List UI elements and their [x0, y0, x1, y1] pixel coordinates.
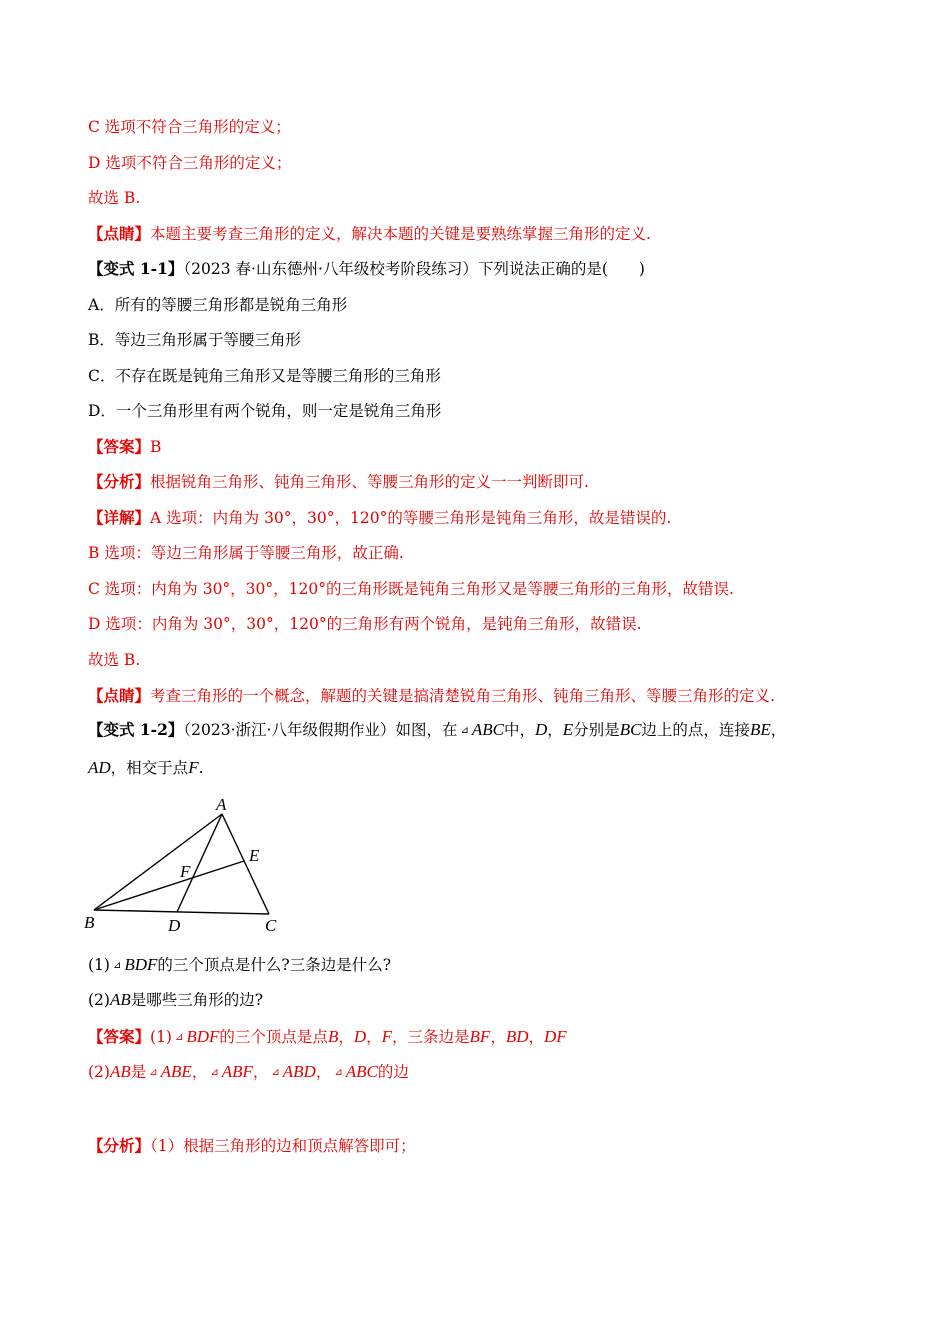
math: ABF: [221, 1062, 253, 1081]
tag: 【答案】: [88, 437, 151, 456]
math: BE: [749, 720, 771, 739]
text: 是: [130, 1063, 147, 1081]
tag: 【详解】: [88, 508, 151, 527]
question-line: [88, 758, 204, 778]
math: ABD: [282, 1062, 316, 1081]
text: (2): [88, 991, 110, 1009]
text: ，: [547, 721, 563, 739]
text: (2): [88, 1063, 110, 1081]
tag: 【答案】: [88, 1027, 151, 1046]
text: 分别是: [573, 721, 620, 739]
text: ，三条边是: [392, 1028, 470, 1046]
math: BDF: [186, 1027, 220, 1046]
tag: 【分析】: [88, 1136, 151, 1155]
comment-line: [88, 686, 775, 706]
text: ，: [252, 1063, 269, 1081]
label-d: D: [168, 916, 181, 935]
text: (1): [88, 956, 110, 974]
comment-line: [88, 224, 651, 244]
question-line: [88, 720, 786, 741]
subquestion-2: [88, 990, 263, 1010]
triangle-symbol: ⊿: [112, 960, 122, 971]
option-b: B．等边三角形属于等腰三角形: [88, 331, 301, 349]
text: ，相交于点: [110, 759, 189, 777]
triangle-symbol: ⊿: [334, 1067, 343, 1078]
text: (1): [150, 1028, 172, 1046]
tag: 【分析】: [88, 472, 151, 491]
text: 中，: [503, 721, 535, 739]
triangle-symbol: ⊿: [271, 1067, 280, 1078]
tag: 【点睛】: [88, 686, 151, 705]
math: BC: [619, 720, 642, 739]
analysis-line: [88, 1136, 416, 1156]
label-a: A: [216, 795, 227, 814]
label-b: B: [84, 913, 95, 932]
text: A 选项：内角为 30°，30°，120°的等腰三角形是钝角三角形，故是错误的.: [150, 509, 672, 527]
text-line: C 选项不符合三角形的定义；: [88, 118, 291, 136]
triangle-symbol: ⊿: [460, 725, 469, 736]
answer-line: [88, 437, 161, 457]
label-f: F: [180, 862, 191, 881]
question-line: [88, 259, 645, 279]
math: F: [188, 758, 199, 777]
math: BF: [469, 1027, 491, 1046]
answer-line: [88, 1027, 567, 1048]
text: ，: [490, 1028, 506, 1046]
text: 的三个顶点是点: [219, 1028, 328, 1046]
segment-ab: [94, 814, 222, 910]
text: 本题主要考查三角形的定义，解决本题的关键是要熟练掌握三角形的定义.: [150, 225, 651, 243]
text: ，: [528, 1028, 545, 1046]
text: （1）根据三角形的边和顶点解答即可；: [150, 1137, 416, 1155]
math: E: [562, 720, 574, 739]
option-d: D．一个三角形里有两个锐角，则一定是锐角三角形: [88, 402, 442, 420]
option-c: C．不存在既是钝角三角形又是等腰三角形的三角形: [88, 367, 441, 385]
analysis-line: [88, 472, 589, 492]
text: ，: [366, 1028, 382, 1046]
text: .: [198, 759, 204, 777]
segment-ac: [222, 814, 269, 914]
math: B: [327, 1027, 339, 1046]
label-e: E: [249, 846, 260, 865]
math: D: [353, 1027, 367, 1046]
text-line: 故选 B.: [88, 189, 141, 207]
text-line: B 选项：等边三角形属于等腰三角形，故正确.: [88, 544, 404, 562]
tag: 【变式 1-1】: [88, 259, 184, 278]
option-a: A．所有的等腰三角形都是锐角三角形: [88, 296, 348, 314]
segment-be: [94, 861, 244, 910]
triangle-symbol: ⊿: [149, 1067, 158, 1078]
math: DF: [544, 1027, 567, 1046]
text: B: [150, 438, 162, 456]
math: AB: [109, 990, 131, 1009]
math: BDF: [124, 955, 158, 974]
subquestion-1: [88, 955, 391, 976]
triangle-figure: [84, 792, 294, 940]
detail-line: [88, 508, 671, 528]
text-line: C 选项：内角为 30°，30°，120°的三角形既是钝角三角形又是等腰三角形的三角形，故错误.: [88, 580, 734, 598]
tag: 【点睛】: [88, 224, 151, 243]
math: ABC: [345, 1062, 378, 1081]
text: （2023 春·山东德州·八年级校考阶段练习）下列说法正确的是( ): [183, 260, 645, 278]
math: D: [534, 720, 548, 739]
text-line: D 选项不符合三角形的定义；: [88, 154, 292, 172]
triangle-symbol: ⊿: [210, 1067, 219, 1078]
text: ，: [315, 1063, 332, 1081]
text: 的边: [377, 1063, 409, 1081]
math: AD: [88, 758, 111, 777]
text: ，: [191, 1063, 208, 1081]
segment-bc: [94, 910, 269, 914]
tag: 【变式 1-2】: [88, 720, 184, 739]
math: ABC: [471, 720, 504, 739]
math: AB: [109, 1062, 131, 1081]
text: 考查三角形的一个概念，解题的关键是搞清楚锐角三角形、钝角三角形、等腰三角形的定义.: [150, 687, 775, 705]
answer-line: [88, 1062, 409, 1083]
text: 是哪些三角形的边?: [130, 991, 264, 1009]
text: 边上的点，连接: [641, 721, 750, 739]
text: ，: [338, 1028, 354, 1046]
math: BD: [505, 1027, 529, 1046]
math: F: [381, 1027, 393, 1046]
text: （2023·浙江·八年级假期作业）如图，在: [183, 721, 458, 739]
text: 的三个顶点是什么?三条边是什么?: [157, 956, 392, 974]
text: ，: [770, 721, 787, 739]
text: 根据锐角三角形、钝角三角形、等腰三角形的定义一一判断即可.: [150, 473, 589, 491]
math: ABE: [160, 1062, 192, 1081]
label-c: C: [265, 916, 277, 935]
text-line: 故选 B.: [88, 651, 141, 669]
text-line: D 选项：内角为 30°，30°，120°的三角形有两个锐角，是钝角三角形，故错误.: [88, 615, 642, 633]
triangle-symbol: ⊿: [174, 1032, 184, 1043]
